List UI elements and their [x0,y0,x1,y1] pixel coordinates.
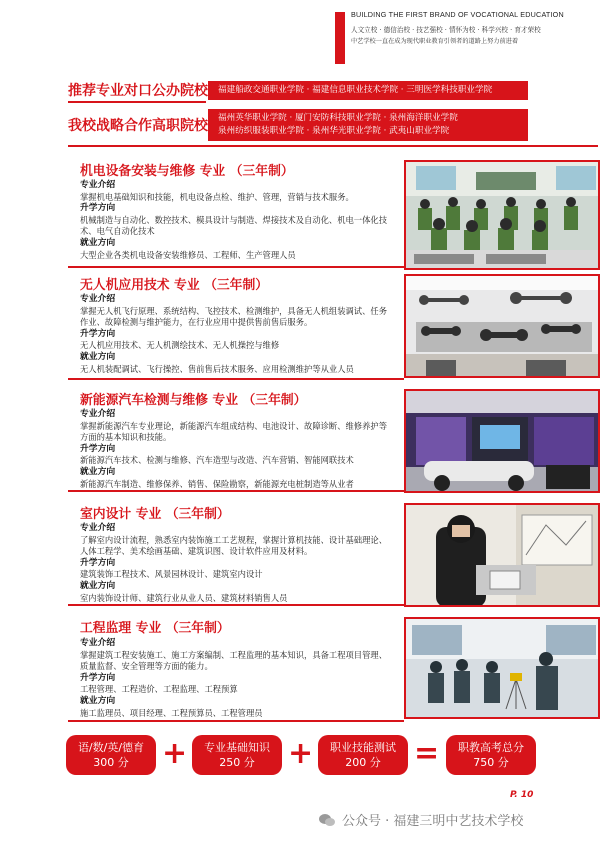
drone-lab-photo [404,274,600,378]
score-value: 250 分 [219,756,255,769]
watermark-text: 公众号 · 福建三明中艺技术学校 [342,814,524,829]
major-body [80,409,390,490]
divider [68,604,404,606]
intro-heading: 专业介绍 [80,409,116,419]
score-label: 职教高考总分 [458,741,524,754]
study-text: 工程管理、工程造价、工程监理、工程预算 [80,684,238,695]
score-label: 专业基础知识 [204,741,270,754]
study-heading: 升学方向 [80,443,116,454]
major-card [68,389,600,493]
survey-class-photo [404,617,600,719]
study-text: 机械制造与自动化、数控技术、模具设计与制造、焊接技术及自动化、机电一体化技术、电气自动化技术 [80,214,387,237]
score-box [318,735,408,775]
plus-operator: + [288,736,314,771]
job-heading: 就业方向 [80,351,116,362]
intro-heading: 专业介绍 [80,523,116,533]
score-box [192,735,282,775]
partner-list [208,81,528,100]
plus-operator: + [162,736,188,771]
partner-list-line: 泉州纺织服装职业学院 · 泉州华光职业学院 · 武夷山职业学院 [218,126,450,136]
partner-row-public [68,80,528,100]
partner-row-strategic [68,109,528,141]
study-text: 建筑装饰工程技术、风景园林设计、建筑室内设计 [80,569,263,580]
divider [68,145,598,147]
major-body [80,638,390,719]
partner-list-line: 福建船政交通职业学院 · 福建信息职业技术学院 · 三明医学科技职业学院 [218,84,493,95]
brand-accent-bar [335,12,345,64]
partner-list-line: 福州英华职业学院 · 厦门安防科技职业学院 · 泉州海洋职业学院 [218,113,458,123]
job-text: 无人机装配调试、飞行操控、售前售后技术服务、应用检测维护等从业人员 [80,363,354,374]
partner-list [208,109,528,141]
major-body [80,523,390,604]
score-label: 语/数/英/德育 [77,741,145,754]
study-text: 新能源汽车技术、检测与维修、汽车造型与改造、汽车营销、智能网联技术 [80,455,354,466]
study-heading: 升学方向 [80,672,116,683]
brand-mission: 中艺学校一直在成为现代职业教育引领者的道路上努力前进着 [351,38,519,45]
intro-heading: 专业介绍 [80,638,116,648]
classroom-photo [404,160,600,270]
page-number: P. 10 [510,790,534,800]
score-formula [66,735,536,779]
divider [68,490,404,492]
divider [68,720,404,722]
divider [68,266,404,268]
major-title: 新能源汽车检测与维修 专业 （三年制） [80,393,307,408]
intro-text: 掌握机电基础知识和技能，机电设备点检、维护、管理，营销与技术服务。 [80,191,354,202]
major-title: 室内设计 专业 （三年制） [80,507,230,522]
job-text: 施工监理员、项目经理、工程预算员、工程管理员 [80,707,263,718]
major-body [80,294,390,375]
intro-text: 掌握无人机飞行原理、系统结构、飞控技术、检测维护，具备无人机组装调试、任务作业、故障检测与维护能力，在行业应用中提供售前售后服务。 [80,305,387,328]
study-heading: 升学方向 [80,328,116,339]
study-heading: 升学方向 [80,557,116,568]
job-heading: 就业方向 [80,695,116,706]
wechat-icon [318,813,336,827]
major-card [68,503,600,607]
watermark [318,810,523,829]
job-text: 新能源汽车制造、维修保养、销售、保险勘察，新能源充电桩制造等从业者 [80,478,354,489]
study-text: 无人机应用技术、无人机测绘技术、无人机操控与维修 [80,340,280,351]
major-title: 工程监理 专业 （三年制） [80,621,230,636]
job-heading: 就业方向 [80,237,116,248]
major-card [68,274,600,382]
intro-text: 掌握建筑工程安装施工、施工方案编制、工程监理的基本知识，具备工程项目管理、质量监督、安全管理等方面的能力。 [80,649,387,672]
score-box [66,735,156,775]
major-body [80,180,390,261]
brand-slogan-en: BUILDING THE FIRST BRAND OF VOCATIONAL EDUCATION [351,10,564,19]
partner-title: 推荐专业对口公办院校 [68,83,208,99]
score-box [446,735,536,775]
score-value: 200 分 [345,756,381,769]
equals-operator: = [414,736,440,771]
divider [68,378,404,380]
divider [68,101,206,103]
score-value: 300 分 [93,756,129,769]
study-heading: 升学方向 [80,203,116,214]
major-card [68,160,600,270]
intro-text: 掌握新能源汽车专业理论，新能源汽车组成结构、电池设计、故障诊断、维修养护等方面的基本知识和技能。 [80,420,387,443]
score-value: 750 分 [473,756,509,769]
major-title: 无人机应用技术 专业 （三年制） [80,278,269,293]
job-heading: 就业方向 [80,580,116,591]
intro-heading: 专业介绍 [80,294,116,304]
design-student-photo [404,503,600,607]
intro-text: 了解室内设计流程，熟悉室内装饰施工工艺规程，掌握计算机技能、设计基础理论、人体工程学、美术绘画基础、建筑识图、设计软件应用及材料。 [80,534,387,557]
partner-title: 我校战略合作高职院校 [68,118,208,134]
job-heading: 就业方向 [80,466,116,477]
intro-heading: 专业介绍 [80,180,116,190]
job-text: 大型企业各类机电设备安装维修员、工程师、生产管理人员 [80,249,296,260]
brand-motto: 人文立校 · 德信治校 · 技艺强校 · 情怀为校 · 科学兴校 · 育才荣校 [351,26,541,34]
job-text: 室内装饰设计师、建筑行业从业人员、建筑材料销售人员 [80,592,288,603]
major-title: 机电设备安装与维修 专业 （三年制） [80,164,294,179]
ev-workshop-photo [404,389,600,493]
major-card [68,617,600,723]
score-label: 职业技能测试 [330,741,396,754]
